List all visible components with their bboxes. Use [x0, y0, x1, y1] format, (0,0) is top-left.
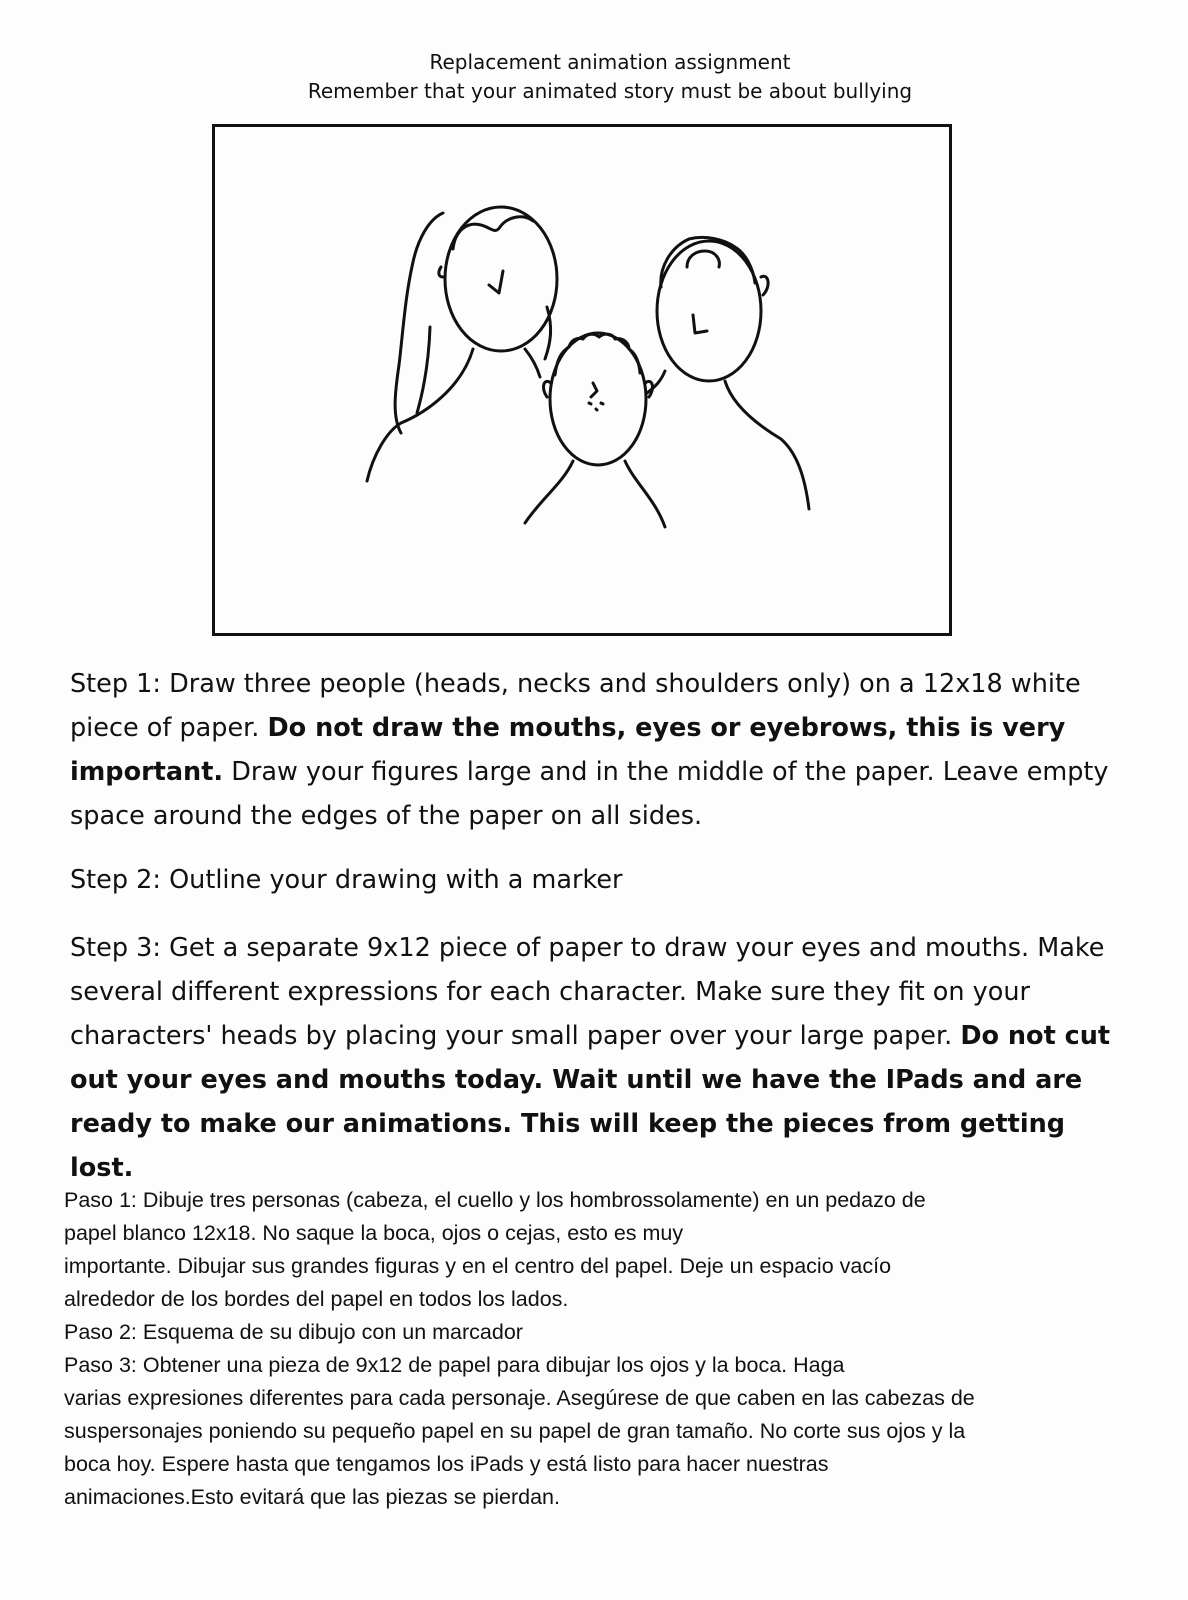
assignment-subtitle: Remember that your animated story must be about bullying [307, 79, 913, 103]
english-instructions [70, 662, 1130, 1210]
spanish-line: Paso 3: Obtener una pieza de 9x12 de papel para dibujar los ojos y la boca. Haga [64, 1353, 845, 1377]
child-nose-dots [589, 403, 603, 410]
woman-hair-part [453, 217, 533, 249]
step-1-intro: Step 1: Draw three people (heads, necks and shoulders only) on a 12x18 white piece of paper. [70, 669, 1081, 743]
woman-hair-strand-2 [439, 267, 443, 277]
spanish-line: Paso 1: Dibuje tres personas (cabeza, el cuello y los hombrossolamente) en un pedazo de [64, 1188, 926, 1212]
step-1 [70, 662, 1130, 838]
woman-hair-right [545, 307, 551, 359]
child-neck-right [625, 461, 665, 527]
man-ear [761, 276, 768, 295]
spanish-line: Paso 2: Esquema de su dibujo con un marcador [64, 1320, 523, 1344]
step-2: Step 2: Outline your drawing with a marker [70, 865, 623, 895]
man-face [657, 241, 761, 381]
spanish-line: varias expresiones diferentes para cada personaje. Asegúrese de que caben en las cabezas de [64, 1386, 975, 1410]
man-figure [647, 237, 809, 509]
man-hair [661, 237, 755, 287]
step-3-warning: Do not cut out your eyes and mouths today. Wait until we have the IPads and are ready to make our animations. This will keep the pieces from getting lost. [70, 1021, 1111, 1183]
family-portrait-line-drawing [215, 127, 949, 633]
child-neck-left [525, 461, 573, 523]
step-1-rest: Draw your figures large and in the middle of the paper. Leave empty space around the edges of the paper on all sides. [70, 757, 1109, 831]
spanish-line: alrededor de los bordes del papel en todos los lados. [64, 1287, 569, 1311]
illustration-frame [212, 124, 952, 636]
man-nose [693, 315, 707, 333]
woman-neck-shoulder [367, 349, 473, 481]
step-1-warning: Do not draw the mouths, eyes or eyebrows, this is very important. [70, 713, 1066, 787]
spanish-line: suspersonajes poniendo su pequeño papel en su papel de gran tamaño. No corte sus ojos y la [64, 1419, 966, 1443]
header [0, 48, 1188, 106]
man-neck-shoulder-right [725, 381, 809, 509]
spanish-line: boca hoy. Espere hasta que tengamos los iPads y está listo para hacer nuestras [64, 1452, 829, 1476]
spanish-line: papel blanco 12x18. No saque la boca, ojos o cejas, esto es muy [64, 1221, 684, 1245]
woman-figure [367, 207, 557, 481]
woman-nose [489, 271, 503, 293]
spanish-instructions [64, 1184, 1144, 1514]
woman-hair-strand [417, 327, 430, 413]
child-figure [525, 333, 665, 527]
assignment-title: Replacement animation assignment [429, 50, 791, 74]
step-3 [70, 926, 1130, 1190]
child-hair [555, 334, 640, 375]
spanish-line: animaciones.Esto evitará que las piezas se pierdan. [64, 1485, 560, 1509]
step-3-intro: Step 3: Get a separate 9x12 piece of paper to draw your eyes and mouths. Make several different expressions for each character. Make sure they fit on your characters' heads by placing your small paper over your large paper. [70, 933, 1105, 1051]
spanish-line: importante. Dibujar sus grandes figuras y en el centro del papel. Deje un espacio vacío [64, 1254, 892, 1278]
man-hair-swirl [687, 251, 719, 267]
child-nose [591, 383, 597, 397]
woman-neck-right [525, 349, 540, 377]
